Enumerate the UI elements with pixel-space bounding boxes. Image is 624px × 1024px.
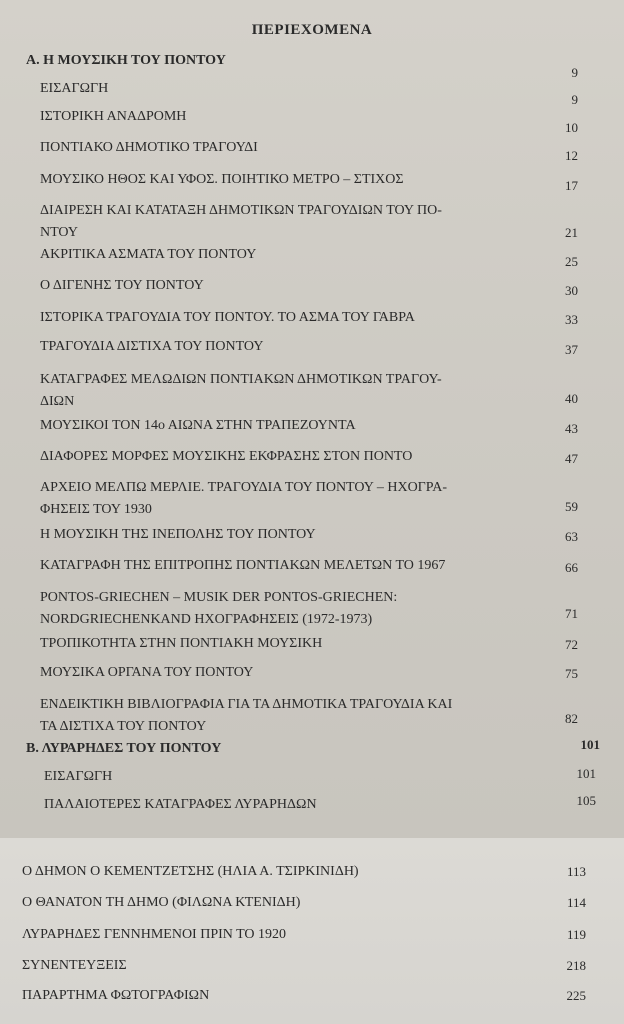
entry-title-continued: ΔΙΩΝ: [40, 394, 75, 409]
page-number: 71: [565, 606, 578, 621]
page-number: 113: [566, 864, 586, 879]
entry-title: ΕΝΔΕΙΚΤΙΚΗ ΒΙΒΛΙΟΓΡΑΦΙΑ ΓΙΑ ΤΑ ΔΗΜΟΤΙΚΑ ΤΡΑΓΟΥΔΙΑ ΚΑΙ: [40, 697, 453, 712]
entry-title: ΔΙΑΦΟΡΕΣ ΜΟΡΦΕΣ ΜΟΥΣΙΚΗΣ ΕΚΦΡΑΣΗΣ ΣΤΟΝ ΠΟΝΤΟ: [40, 449, 413, 464]
page-number: 17: [565, 178, 578, 193]
entry-title: Ο ΔΙΓΕΝΗΣ ΤΟΥ ΠΟΝΤΟΥ: [40, 278, 204, 293]
entry-title: ΤΡΑΓΟΥΔΙΑ ΔΙΣΤΙΧΑ ΤΟΥ ΠΟΝΤΟΥ: [40, 339, 264, 354]
section-b-page: 101: [580, 737, 600, 752]
page-number: 75: [565, 666, 578, 681]
page-number: 72: [565, 637, 578, 652]
page-number: 43: [565, 421, 578, 436]
page-number: 30: [565, 283, 578, 298]
entry-title: ΠΑΡΑΡΤΗΜΑ ΦΩΤΟΓΡΑΦΙΩΝ: [22, 988, 210, 1003]
entry-title: ΣΥΝΕΝΤΕΥΞΕΙΣ: [22, 958, 127, 973]
entry-title: ΠΟΝΤΙΑΚΟ ΔΗΜΟΤΙΚΟ ΤΡΑΓΟΥΔΙ: [40, 140, 258, 155]
page-number: 225: [566, 988, 586, 1003]
entry-title: Ο ΔΗΜΟΝ Ο ΚΕΜΕΝΤΖΕΤΣΗΣ (ΗΛΙΑ Α. ΤΣΙΡΚΙΝΙΔΗ): [22, 864, 359, 879]
section-b-heading: Β. ΛΥΡΑΡΗΔΕΣ ΤΟΥ ΠΟΝΤΟΥ: [26, 741, 222, 756]
page-number: 59: [565, 499, 578, 514]
page-number: 40: [565, 391, 578, 406]
entry-title: ΜΟΥΣΙΚΟΙ ΤΟΝ 14ο ΑΙΩΝΑ ΣΤΗΝ ΤΡΑΠΕΖΟΥΝΤΑ: [40, 418, 356, 433]
entry-title: ΚΑΤΑΓΡΑΦΕΣ ΜΕΛΩΔΙΩΝ ΠΟΝΤΙΑΚΩΝ ΔΗΜΟΤΙΚΩΝ ΤΡΑΓΟΥ-: [40, 372, 442, 387]
page-number: 37: [565, 342, 578, 357]
page-number: 47: [565, 451, 578, 466]
entry-title: ΑΡΧΕΙΟ ΜΕΛΠΩ ΜΕΡΛΙΕ. ΤΡΑΓΟΥΔΙΑ ΤΟΥ ΠΟΝΤΟΥ – ΗΧΟΓΡΑ-: [40, 480, 448, 495]
entry-title: ΑΚΡΙΤΙΚΑ ΑΣΜΑΤΑ ΤΟΥ ΠΟΝΤΟΥ: [40, 247, 257, 262]
page-number: 66: [565, 560, 578, 575]
page-number: 82: [565, 711, 578, 726]
entry-title: ΜΟΥΣΙΚΟ ΗΘΟΣ ΚΑΙ ΥΦΟΣ. ΠΟΙΗΤΙΚΟ ΜΕΤΡΟ – ΣΤΙΧΟΣ: [40, 172, 404, 187]
page-number: 114: [566, 895, 586, 910]
entry-title: ΔΙΑΙΡΕΣΗ ΚΑΙ ΚΑΤΑΤΑΞΗ ΔΗΜΟΤΙΚΩΝ ΤΡΑΓΟΥΔΙΩΝ ΤΟΥ ΠΟ-: [40, 203, 442, 218]
entry-title-continued: ΝΤΟΥ: [40, 225, 78, 240]
entry-title: ΠΑΛΑΙΟΤΕΡΕΣ ΚΑΤΑΓΡΑΦΕΣ ΛΥΡΑΡΗΔΩΝ: [44, 797, 317, 812]
entry-title: ΜΟΥΣΙΚΑ ΟΡΓΑΝΑ ΤΟΥ ΠΟΝΤΟΥ: [40, 665, 254, 680]
entry-title: ΚΑΤΑΓΡΑΦΗ ΤΗΣ ΕΠΙΤΡΟΠΗΣ ΠΟΝΤΙΑΚΩΝ ΜΕΛΕΤΩΝ ΤΟ 1967: [40, 558, 446, 573]
page-number: 101: [576, 766, 596, 781]
entry-title: ΕΙΣΑΓΩΓΗ: [40, 81, 109, 96]
page-number: 33: [565, 312, 578, 327]
page-number: 10: [565, 120, 578, 135]
entry-title: Η ΜΟΥΣΙΚΗ ΤΗΣ ΙΝΕΠΟΛΗΣ ΤΟΥ ΠΟΝΤΟΥ: [40, 527, 316, 542]
page-title: ΠΕΡΙΕΧΟΜΕΝΑ: [251, 22, 373, 38]
entry-title-continued: ΦΗΣΕΙΣ ΤΟΥ 1930: [40, 502, 152, 517]
entry-title-continued: ΤΑ ΔΙΣΤΙΧΑ ΤΟΥ ΠΟΝΤΟΥ: [40, 719, 207, 734]
page-number: 105: [576, 793, 596, 808]
entry-title: ΙΣΤΟΡΙΚΑ ΤΡΑΓΟΥΔΙΑ ΤΟΥ ΠΟΝΤΟΥ. ΤΟ ΑΣΜΑ ΤΟΥ ΓΑΒΡΑ: [40, 310, 415, 325]
page-number: 21: [565, 225, 578, 240]
entry-title: PONTOS-GRIECHEN – MUSIK DER PONTOS-GRIECHEN:: [40, 590, 398, 605]
entry-title: ΙΣΤΟΡΙΚΗ ΑΝΑΔΡΟΜΗ: [40, 109, 187, 124]
page-number: 218: [566, 958, 586, 973]
page-number: 63: [565, 529, 578, 544]
page-number: 9: [571, 92, 578, 107]
entry-title: ΤΡΟΠΙΚΟΤΗΤΑ ΣΤΗΝ ΠΟΝΤΙΑΚΗ ΜΟΥΣΙΚΗ: [40, 636, 323, 651]
entry-title: ΛΥΡΑΡΗΔΕΣ ΓΕΝΝΗΜΕΝΟΙ ΠΡΙΝ ΤΟ 1920: [22, 927, 287, 942]
entry-title: ΕΙΣΑΓΩΓΗ: [44, 769, 113, 784]
entry-title: Ο ΘΑΝΑΤΟΝ ΤΗ ΔΗΜΟ (ΦΙΛΩΝΑ ΚΤΕΝΙΔΗ): [22, 895, 301, 910]
page-number: 119: [566, 927, 586, 942]
page-number: 12: [565, 148, 578, 163]
page-number: 25: [565, 254, 578, 269]
section-a-heading: Α. Η ΜΟΥΣΙΚΗ ΤΟΥ ΠΟΝΤΟΥ: [26, 53, 226, 68]
entry-title-continued: NORDGRIECHENKAND ΗΧΟΓΡΑΦΗΣΕΙΣ (1972-1973): [40, 612, 373, 627]
section-a-page: 9: [571, 65, 578, 80]
